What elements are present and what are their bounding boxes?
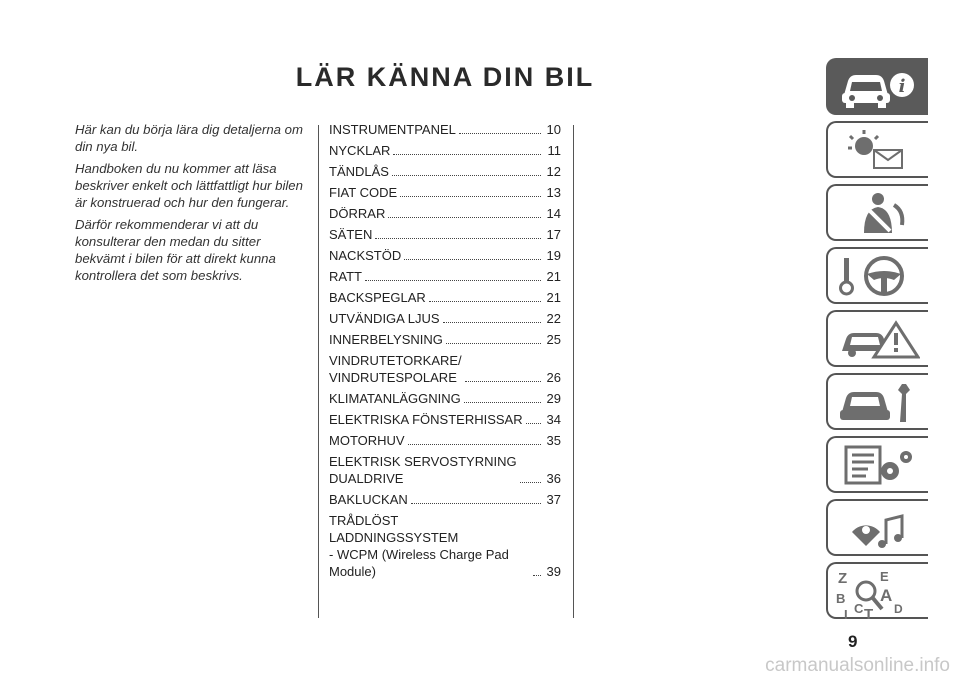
watermark: carmanualsonline.info bbox=[765, 655, 950, 676]
toc-entry-page: 12 bbox=[546, 164, 561, 179]
toc-entry-title: TÄNDLÅS bbox=[329, 164, 389, 179]
intro-paragraph: Därför rekommenderar vi att du konsulterar den medan du sitter bekvämt i bilen för att direkt kunna kontrollera det som beskrivs. bbox=[75, 217, 276, 283]
toc-entry-page: 11 bbox=[547, 143, 561, 158]
chapter-tab[interactable] bbox=[826, 121, 928, 178]
toc-leader-dots bbox=[404, 259, 541, 260]
toc-leader-dots bbox=[365, 280, 541, 281]
toc-entry[interactable] bbox=[329, 512, 561, 580]
toc-entry[interactable] bbox=[329, 331, 561, 348]
toc-entry-title: INNERBELYSNING bbox=[329, 332, 443, 347]
toc-entry[interactable] bbox=[329, 268, 561, 285]
toc-entry-title: BACKSPEGLAR bbox=[329, 290, 426, 305]
toc-entry[interactable] bbox=[329, 121, 561, 138]
toc-leader-dots bbox=[375, 238, 541, 239]
toc-entry-page: 17 bbox=[546, 227, 561, 242]
toc-entry[interactable] bbox=[329, 289, 561, 306]
toc-entry-page: 39 bbox=[546, 564, 561, 579]
svg-text:D: D bbox=[894, 602, 903, 616]
svg-text:i: i bbox=[898, 76, 906, 97]
svg-text:Z: Z bbox=[838, 570, 848, 587]
toc-entry[interactable] bbox=[329, 432, 561, 449]
toc-entry-title: ELEKTRISKA FÖNSTERHISSAR bbox=[329, 412, 523, 427]
toc-entry-title: DÖRRAR bbox=[329, 206, 386, 221]
toc-leader-dots bbox=[464, 402, 541, 403]
toc-entry[interactable] bbox=[329, 163, 561, 180]
svg-text:T: T bbox=[864, 606, 874, 619]
svg-text:A: A bbox=[880, 586, 893, 605]
toc-entry[interactable] bbox=[329, 491, 561, 508]
toc-entry-title: INSTRUMENTPANEL bbox=[329, 122, 456, 137]
chapter-tab[interactable] bbox=[826, 436, 928, 493]
toc-entry-title: BAKLUCKAN bbox=[329, 492, 408, 507]
chapter-tab[interactable] bbox=[826, 310, 928, 367]
toc-leader-dots bbox=[443, 322, 541, 323]
toc-entry-title: VINDRUTETORKARE/ VINDRUTESPOLARE bbox=[329, 353, 462, 385]
toc-entry-page: 25 bbox=[546, 332, 561, 347]
toc-leader-dots bbox=[465, 381, 541, 382]
toc-entry-title: ELEKTRISK SERVOSTYRNING DUALDRIVE bbox=[329, 454, 517, 486]
toc-leader-dots bbox=[400, 196, 541, 197]
toc-entry-page: 21 bbox=[546, 269, 561, 284]
toc-entry[interactable] bbox=[329, 247, 561, 264]
toc-entry-title: FIAT CODE bbox=[329, 185, 398, 200]
chapter-tab[interactable] bbox=[826, 184, 928, 241]
toc-entry-page: 35 bbox=[546, 433, 561, 448]
svg-text:B: B bbox=[836, 591, 846, 606]
toc-entry[interactable] bbox=[329, 310, 561, 327]
intro-paragraph: Här kan du börja lära dig detaljerna om din nya bil. bbox=[75, 122, 303, 154]
page-number: 9 bbox=[848, 632, 858, 651]
toc-entry[interactable] bbox=[329, 411, 561, 428]
toc-entry-title: KLIMATANLÄGGNING bbox=[329, 391, 461, 406]
toc-entry-page: 37 bbox=[546, 492, 561, 507]
chapter-tab[interactable] bbox=[826, 247, 928, 304]
toc-entry-page: 19 bbox=[546, 248, 561, 263]
toc-leader-dots bbox=[526, 423, 541, 424]
svg-text:C: C bbox=[854, 601, 864, 616]
toc-leader-dots bbox=[429, 301, 541, 302]
toc-entry-title: UTVÄNDIGA LJUS bbox=[329, 311, 440, 326]
toc-entry-title: TRÅDLÖST LADDNINGSSYSTEM - WCPM (Wireless Charge Pad Module) bbox=[329, 513, 509, 579]
intro-text bbox=[75, 121, 310, 289]
toc-leader-dots bbox=[411, 503, 541, 504]
toc-leader-dots bbox=[533, 575, 541, 576]
toc-entry-title: RATT bbox=[329, 269, 362, 284]
toc-leader-dots bbox=[392, 175, 541, 176]
toc-entry[interactable] bbox=[329, 352, 561, 386]
toc-leader-dots bbox=[408, 444, 541, 445]
toc-entry-page: 21 bbox=[546, 290, 561, 305]
toc-entry[interactable] bbox=[329, 390, 561, 407]
toc-entry-title: SÄTEN bbox=[329, 227, 373, 242]
chapter-tab[interactable] bbox=[826, 499, 928, 556]
chapter-tab[interactable] bbox=[826, 562, 928, 619]
toc-entry[interactable] bbox=[329, 184, 561, 201]
toc-entry-page: 26 bbox=[546, 370, 561, 385]
toc-leader-dots bbox=[446, 343, 541, 344]
toc-leader-dots bbox=[388, 217, 541, 218]
toc-entry[interactable] bbox=[329, 226, 561, 243]
toc-entry-page: 34 bbox=[546, 412, 561, 427]
table-of-contents bbox=[329, 121, 561, 584]
toc-entry[interactable] bbox=[329, 205, 561, 222]
chapter-tabs bbox=[826, 58, 928, 625]
toc-leader-dots bbox=[520, 482, 541, 483]
toc-leader-dots bbox=[393, 154, 541, 155]
svg-text:I: I bbox=[844, 607, 848, 619]
toc-entry-page: 13 bbox=[546, 185, 561, 200]
toc-entry-page: 29 bbox=[546, 391, 561, 406]
svg-text:E: E bbox=[880, 569, 889, 584]
toc-entry-page: 10 bbox=[546, 122, 561, 137]
toc-leader-dots bbox=[459, 133, 541, 134]
toc-entry-title: NYCKLAR bbox=[329, 143, 391, 158]
toc-entry-title: NACKSTÖD bbox=[329, 248, 402, 263]
column-divider-right bbox=[573, 125, 574, 618]
toc-entry[interactable] bbox=[329, 142, 561, 159]
toc-entry-page: 14 bbox=[546, 206, 561, 221]
page-title: LÄR KÄNNA DIN BIL bbox=[295, 62, 595, 92]
intro-paragraph: Handboken du nu kommer att läsa beskriver enkelt och lättfattligt hur bilen är konstruerad och hur den fungerar. bbox=[75, 161, 303, 210]
toc-entry[interactable] bbox=[329, 453, 561, 487]
toc-entry-title: MOTORHUV bbox=[329, 433, 405, 448]
toc-entry-page: 22 bbox=[546, 311, 561, 326]
toc-entry-page: 36 bbox=[546, 471, 561, 486]
column-divider-left bbox=[318, 125, 319, 618]
chapter-tab[interactable] bbox=[826, 58, 928, 115]
chapter-tab[interactable] bbox=[826, 373, 928, 430]
